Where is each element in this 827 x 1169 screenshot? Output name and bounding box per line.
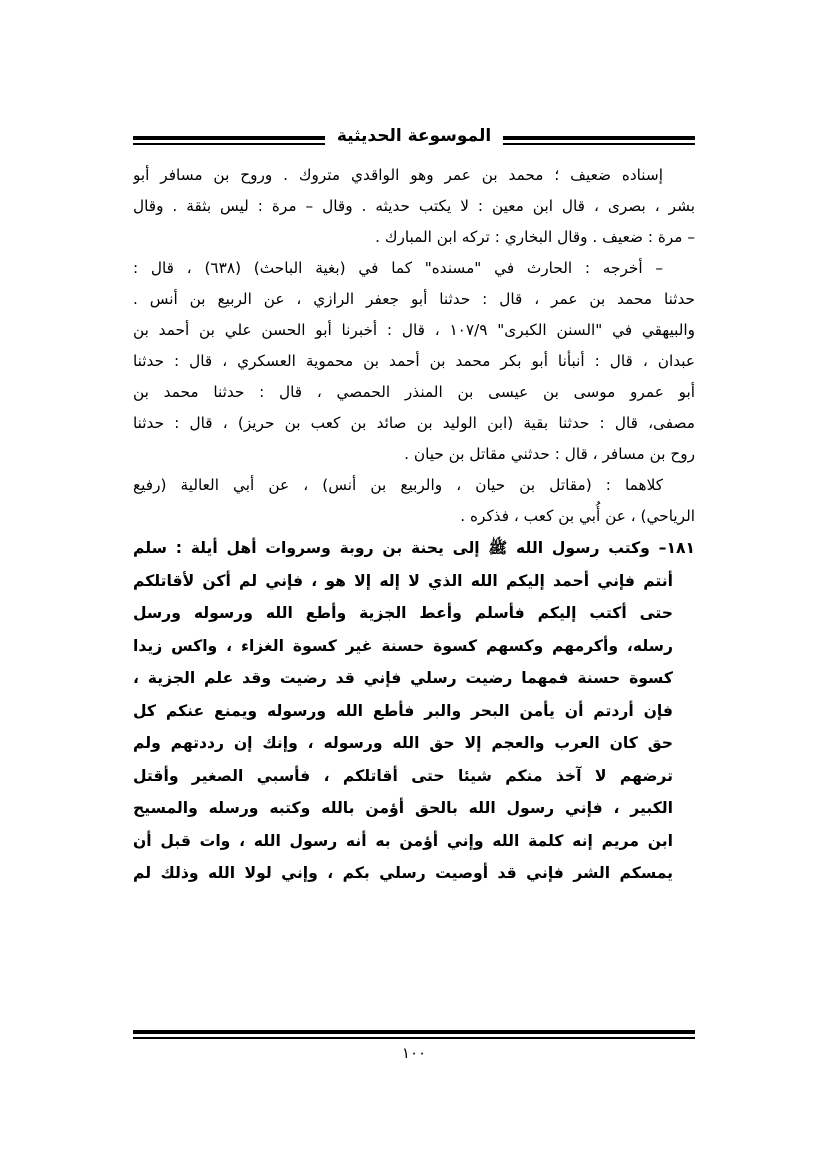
page-header bbox=[133, 124, 695, 164]
page-number: ١٠٠ bbox=[401, 1044, 427, 1062]
text-line: كلاهما : (مقاتل بن حيان ، والربيع بن أنس) ، عن أبي العالية (رفيع bbox=[133, 476, 663, 494]
hadith-line: حق كان العرب والعجم إلا حق الله ورسوله ، وإنك إن رددتهم ولم bbox=[133, 734, 673, 752]
hadith-line: الكبير ، فإني رسول الله بالحق أؤمن بالله وكتبه ورسله والمسيح bbox=[133, 799, 673, 817]
hadith-line: فإن أردتم أن يأمن البحر والبر فأطع الله ورسوله ويمنع عنكم كل bbox=[133, 701, 673, 720]
hadith-line: كسوة حسنة فمهما رضيت رسلي فإني قد رضيت وقد علم الجزية ، bbox=[133, 669, 673, 687]
text-line: بشر ، بصرى ، قال ابن معين : لا يكتب حديثه . وقال – مرة : ليس بثقة . وقال bbox=[133, 197, 695, 215]
footer-rule-thick bbox=[133, 1030, 695, 1034]
text-line: – أخرجه : الحارث في "مسنده" كما في (بغية الباحث) (٦٣٨) ، قال : bbox=[133, 259, 664, 277]
hadith-line: حتى أكتب إليكم فأسلم وأعط الجزية وأطع الله ورسوله ورسل bbox=[133, 604, 673, 622]
text-line: مصفى، قال : حدثنا بقية (ابن الوليد بن صائد بن كعب بن حريز) ، قال : حدثنا bbox=[133, 414, 695, 432]
hadith-line: أنتم فإني أحمد إليكم الله الذي لا إله إلا هو ، فإني لم أكن لأقاتلكم bbox=[133, 571, 673, 590]
footer-rule-thin bbox=[133, 1037, 695, 1039]
text-line: حدثنا محمد بن عمر ، قال : حدثنا أبو جعفر الرازي ، عن الربيع بن أنس . bbox=[133, 290, 695, 308]
page-footer bbox=[133, 1030, 695, 1070]
hadith-line: ١٨١– وكتب رسول الله ﷺ إلى يحنة بن روبة وسروات أهل أيلة : سلم bbox=[133, 539, 695, 557]
hadith-line: رسله، وأكرمهم وكسهم كسوة حسنة غير كسوة الغزاء ، واكس زيدا bbox=[133, 636, 673, 655]
running-title-text: الموسوعة الحديثية bbox=[325, 126, 503, 146]
text-line: الرياحي) ، عن أُبي بن كعب ، فذكره . bbox=[460, 507, 695, 525]
running-title bbox=[133, 126, 695, 146]
text-line: أبو عمرو موسى بن عيسى بن المنذر الحمصي ، قال : حدثنا محمد بن bbox=[133, 383, 695, 401]
text-line: روح بن مسافر ، قال : حدثني مقاتل بن حيان . bbox=[404, 445, 695, 463]
hadith-line: ترضهم لا آخذ منكم شيئا حتى أقاتلكم ، فأسبي الصغير وأقتل bbox=[133, 766, 673, 785]
text-line: عبدان ، قال : أنبأنا أبو بكر محمد بن أحمد بن محموية العسكري ، قال : حدثنا bbox=[133, 352, 695, 370]
hadith-line: ابن مريم إنه كلمة الله وإني أؤمن به أنه رسول الله ، وات قبل أن bbox=[133, 831, 673, 850]
text-line: والبيهقي في "السنن الكبرى" ١٠٧/٩ ، قال : أخبرنا أبو الحسن علي بن أحمد بن bbox=[133, 321, 695, 339]
main-text bbox=[133, 160, 695, 890]
text-line: – مرة : ضعيف . وقال البخاري : تركه ابن المبارك . bbox=[375, 228, 695, 246]
text-line: إسناده ضعيف ؛ محمد بن عمر وهو الواقدي متروك . وروح بن مسافر أبو bbox=[133, 166, 663, 184]
hadith-line: يمسكم الشر فإني قد أوصيت رسلي بكم ، وإني لولا الله وذلك لم bbox=[133, 864, 673, 882]
